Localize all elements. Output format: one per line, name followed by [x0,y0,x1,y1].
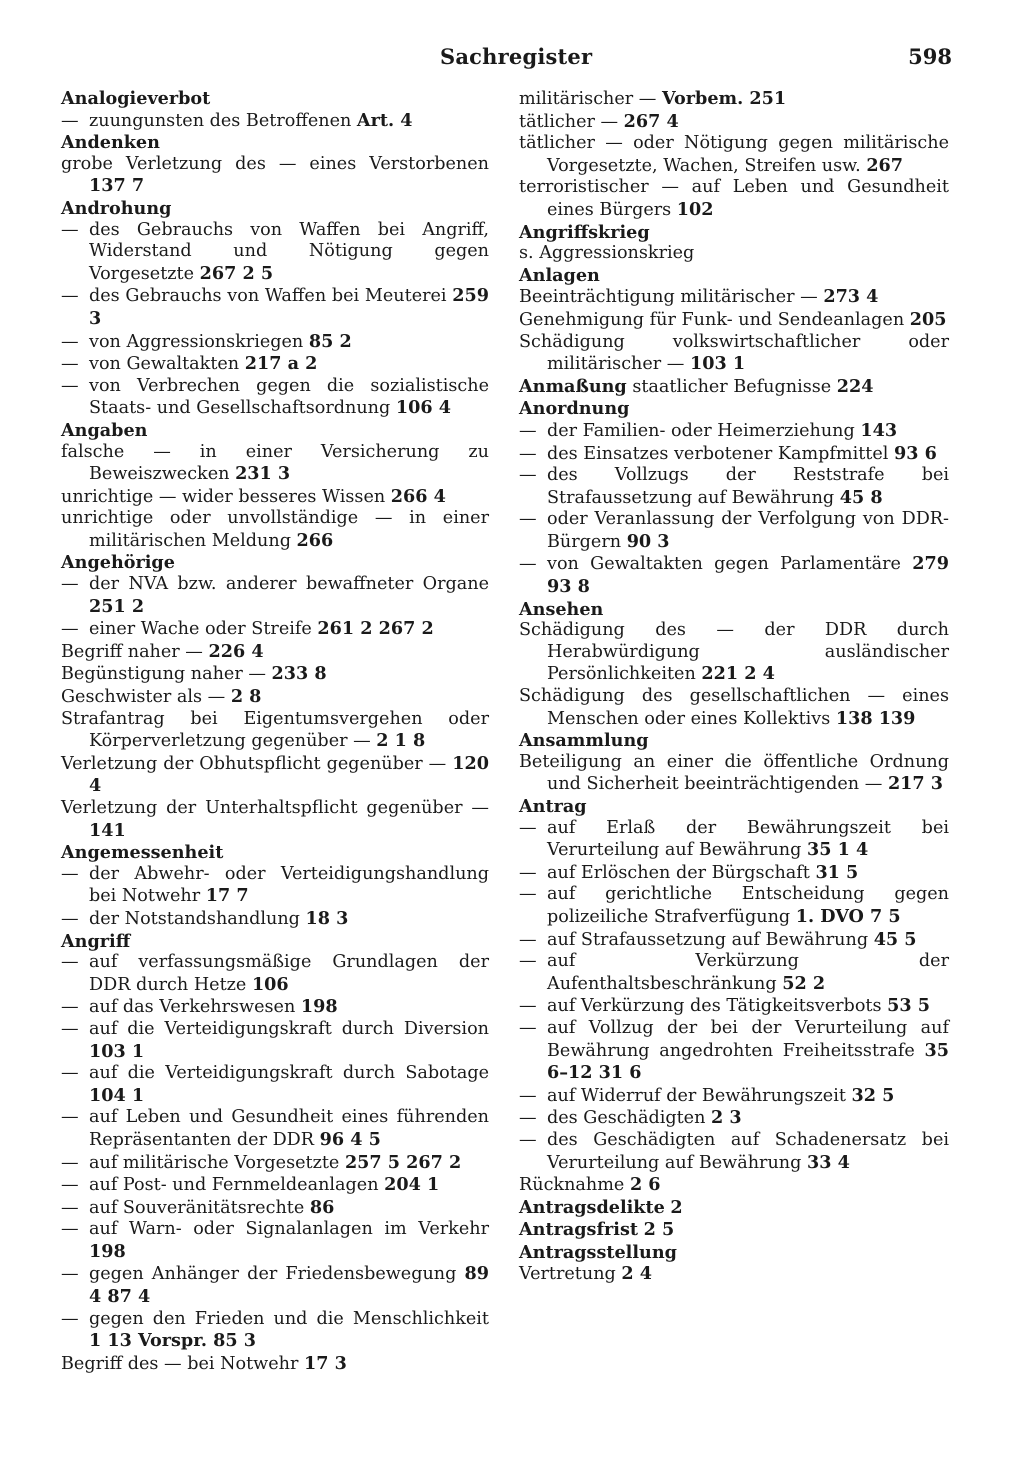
index-heading-term: Antragsfrist [519,1219,638,1241]
index-reference: 102 [676,198,714,220]
index-entry-text: tätlicher — [519,111,619,132]
index-subentry [519,951,949,995]
dash-marker: — [519,1108,537,1129]
index-entry-text: falsche — in einer Versicherung zu Beweiszwecken [61,441,489,485]
index-entry [61,798,489,842]
index-subentry [519,1085,949,1108]
index-entry-text: Verletzung der Unterhaltspflicht gegenüber — [61,798,489,818]
dash-marker: — [61,1175,79,1196]
index-entry-text: Begriff naher — [61,641,203,662]
index-entry-text: der Abwehr- oder Verteidigungshandlung bei Notwehr [89,863,489,907]
index-entry-text: Begriff des — bei Notwehr [61,1353,299,1374]
dash-marker: — [61,1018,79,1039]
index-entry-text: auf Erlaß der Bewährungszeit bei Verurteilung auf Bewährung [547,817,949,861]
index-subentry [519,553,949,598]
index-heading: Analogieverbot [61,88,211,109]
index-entry [519,309,949,332]
index-entry-text: des Vollzugs der Reststrafe bei Strafaussetzung auf Bewährung [547,465,949,508]
index-entry-text: von Gewaltakten [89,354,240,375]
dash-marker: — [519,996,537,1017]
dash-marker: — [519,420,537,441]
index-entry [61,508,489,552]
index-reference: 217 a 2 [244,353,318,375]
index-subentry [61,285,489,330]
index-heading: Anordnung [519,398,630,420]
dash-marker: — [61,997,79,1018]
index-heading-entry [519,1197,949,1220]
index-subentry [519,995,949,1018]
index-heading-term: Antragsdelikte [519,1196,665,1218]
dash-marker: — [519,817,537,838]
index-entry-text: auf Leben und Gesundheit eines führenden Repräsentanten der DDR [89,1107,489,1150]
index-reference: 266 4 [390,485,446,507]
index-entry-text: von Aggressionskriegen [89,331,304,352]
index-reference: 198 [300,996,338,1018]
index-reference: 141 [89,819,126,841]
page-number: 598 [908,44,952,69]
index-reference: 17 7 [205,885,249,907]
index-reference: 204 1 [384,1174,440,1196]
index-entry [61,686,489,709]
index-entry-text: auf Erlöschen der Bürgschaft [547,862,810,883]
index-subentry [61,353,489,376]
dash-marker: — [519,929,537,950]
dash-marker: — [61,1219,79,1240]
index-entry-text: Beeinträchtigung militärischer — [519,287,818,308]
dash-marker: — [61,619,79,640]
index-reference: 233 8 [271,663,327,685]
index-subentry [61,1019,489,1063]
index-entry-text: einer Wache oder Streife [89,619,312,640]
index-heading: Antrag [519,796,587,817]
index-reference: 18 3 [305,907,349,929]
dash-marker: — [61,1063,79,1084]
dash-marker: — [519,1129,537,1150]
index-heading: Angemessenheit [61,842,224,864]
index-reference: 103 1 [689,353,746,375]
index-heading: Anlagen [519,264,600,286]
index-reference: 86 [309,1196,335,1218]
index-entry-text: auf die Verteidigungskraft durch Diversion [89,1018,489,1039]
index-entry-text: auf Widerruf der Bewährungszeit [547,1085,846,1106]
index-entry-text: Schädigung des gesellschaftlichen — eines Menschen oder eines Kollektivs [519,686,949,729]
index-reference: 2 [670,1196,683,1218]
index-entry-text: zuungunsten des Betroffenen [89,110,352,131]
index-entry [519,177,949,221]
index-entry-text: auf Post- und Fernmeldeanlagen [89,1175,379,1196]
index-subentry [519,884,949,928]
dash-marker: — [519,554,537,575]
index-entry-text: Strafantrag bei Eigentumsvergehen oder Körperverletzung gegenüber — [61,708,489,752]
index-heading: Ansammlung [519,730,649,752]
index-entry-text: auf Souveränitätsrechte [89,1197,305,1218]
dash-marker: — [519,1085,537,1106]
index-entry-text: terroristischer — auf Leben und Gesundheit eines Bürgers [519,177,949,220]
index-subentry [61,1152,489,1175]
index-reference: 273 4 [823,286,879,308]
index-subentry [519,443,949,466]
index-reference: 96 4 5 [319,1128,381,1150]
index-entry-text: der Notstandshandlung [89,908,300,929]
index-entry [519,620,949,686]
index-subentry [519,929,949,952]
index-entry [61,442,489,486]
index-reference: 103 1 [89,1040,145,1062]
dash-marker: — [519,884,537,905]
index-subentry [519,862,949,885]
index-heading: Angehörige [61,552,175,574]
index-entry-text: Schädigung volkswirtschaftlicher oder militärischer — [519,331,949,375]
index-reference: 53 5 [887,995,930,1017]
index-entry-text: Genehmigung für Funk- und Sendeanlagen [519,309,905,330]
index-entry [519,686,949,730]
index-subentry [61,1309,489,1353]
index-column-left [61,88,489,1375]
dash-marker: — [61,863,79,884]
index-entry-text: grobe Verletzung des — eines Verstorbenen [61,153,489,174]
index-subentry [61,1063,489,1107]
index-subentry [519,420,949,443]
index-entry [61,486,489,509]
index-entry [519,286,949,309]
index-entry-text: Schädigung des — der DDR durch Herabwürdigung ausländischer Persönlichkeiten [519,620,949,685]
index-entry [61,641,489,664]
index-entry-text: des Gebrauchs von Waffen bei Angriff, Widerstand und Nötigung gegen Vorgesetzte [89,219,489,284]
index-reference: 224 [836,375,874,397]
index-reference: 52 2 [782,972,826,994]
index-reference: 89 4 87 4 [89,1263,490,1308]
index-reference: 261 2 267 2 [317,618,434,640]
index-reference: 221 2 4 [701,663,775,685]
index-heading-entry [519,1219,949,1242]
index-reference: 267 [866,154,904,176]
index-subentry [61,1197,489,1220]
index-reference: 45 8 [839,486,883,508]
index-reference: 90 3 [626,530,670,552]
index-reference: 205 [909,308,947,330]
index-reference: Art. 4 [356,109,413,131]
index-reference: 2 3 [711,1107,742,1129]
index-subentry [61,1263,489,1308]
index-entry [519,88,949,111]
index-entry-text: der NVA bzw. anderer bewaffneter Organe [89,574,489,595]
index-subentry [519,509,949,553]
index-subentry [61,574,489,618]
index-subentry [61,331,489,354]
index-entry [519,1263,949,1286]
index-heading: Ansehen [519,598,604,620]
dash-marker: — [61,331,79,352]
dash-marker: — [61,574,79,595]
index-heading: Andenken [61,132,160,154]
index-entry-text: oder Veranlassung der Verfolgung von DDR-Bürgern [547,509,949,552]
index-subentry [61,1107,489,1151]
index-reference: 279 93 8 [547,553,949,598]
dash-marker: — [61,1107,79,1128]
index-reference: 1. DVO 7 5 [795,905,901,927]
index-reference: 120 4 [89,752,490,797]
index-reference: 143 [860,419,898,441]
index-reference: 251 2 [89,595,145,617]
index-entry-text: der Familien- oder Heimerziehung [547,420,855,441]
index-reference: 231 3 [235,463,291,485]
index-reference: 106 4 [395,397,451,419]
index-entry [519,111,949,134]
index-subentry [519,1130,949,1174]
index-reference: 138 139 [835,707,916,729]
index-entry-text: Verletzung der Obhutspflicht gegenüber — [61,753,447,774]
index-reference: 2 4 [621,1263,653,1285]
index-entry-text: auf Strafaussetzung auf Bewährung [547,929,869,950]
index-subentry [61,864,489,908]
index-reference: 2 6 [629,1174,661,1196]
index-entry-text: auf verfassungsmäßige Grundlagen der DDR durch Hetze [89,952,489,995]
index-subentry [519,1107,949,1130]
index-reference: 35 6–12 31 6 [547,1039,949,1084]
index-subentry [61,908,489,931]
index-reference: 104 1 [89,1084,145,1106]
index-reference: 226 4 [208,640,264,662]
index-reference: 17 3 [303,1352,347,1374]
dash-marker: — [519,1017,537,1038]
page-title: Sachregister [440,44,593,69]
index-entry-text: Begünstigung naher — [61,664,266,685]
index-entry [519,752,949,796]
index-entry-text: Vertretung [519,1264,616,1285]
index-entry-text: militärischer — [519,89,657,109]
index-entry-text: tätlicher — oder Nötigung gegen militärische Vorgesetzte, Wachen, Streifen usw. [519,133,949,176]
index-heading-entry [519,376,949,399]
index-subentry [519,1018,949,1085]
index-column-right [519,88,949,1286]
dash-marker: — [61,908,79,929]
index-subentry [61,952,489,996]
dash-marker: — [61,1197,79,1218]
index-entry [519,243,949,265]
dash-marker: — [519,862,537,883]
index-reference: 257 5 267 2 [344,1151,462,1173]
dash-marker: — [519,443,537,464]
dash-marker: — [61,375,79,396]
index-entry-text: unrichtige oder unvollständige — in einer militärischen Meldung [61,508,489,551]
index-entry-text: Geschwister als — [61,687,226,708]
index-entry-text: des Geschädigten auf Schadenersatz bei Verurteilung auf Bewährung [547,1129,949,1173]
index-heading: Angriff [61,930,131,952]
index-reference: 2 1 8 [376,730,426,752]
index-reference: 85 2 [308,330,352,352]
index-reference: 35 1 4 [806,839,869,861]
index-entry-text: auf gerichtliche Entscheidung gegen polizeiliche Strafverfügung [547,884,949,927]
index-entry-text: auf das Verkehrswesen [89,997,296,1018]
index-reference: 33 4 [806,1151,850,1173]
index-entry-text: auf militärische Vorgesetzte [89,1152,340,1173]
dash-marker: — [61,952,79,973]
index-reference: 266 [296,529,334,551]
index-reference: 217 3 [887,773,944,795]
index-entry-text: s. Aggressionskrieg [519,243,695,264]
index-heading-term: Anmaßung [519,375,627,397]
index-entry [519,332,949,376]
index-reference: 32 5 [851,1084,895,1106]
index-reference: 2 8 [230,686,262,708]
index-entry-text: unrichtige — wider besseres Wissen [61,486,386,507]
index-subentry [61,618,489,641]
index-entry [519,1174,949,1197]
dash-marker: — [61,354,79,375]
index-entry-text: Rücknahme [519,1175,625,1196]
index-entry-text: des Einsatzes verbotener Kampfmittel [547,443,889,464]
index-heading: Angaben [61,419,148,441]
index-entry-text: auf Verkürzung des Tätigkeitsverbots [547,996,882,1017]
index-subentry [61,220,489,286]
index-subentry [519,465,949,509]
index-reference: 31 5 [815,861,859,883]
index-heading: Antragsstellung [519,1241,677,1263]
index-heading: Angriffskrieg [519,221,650,243]
index-subentry [61,996,489,1019]
index-heading: Androhung [61,197,172,219]
index-entry-text: gegen den Frieden und die Menschlichkeit [89,1308,489,1329]
index-subentry [61,376,489,420]
index-reference: 137 7 [89,175,145,197]
index-entry-text: des Gebrauchs von Waffen bei Meuterei [89,286,447,307]
index-entry-text: auf Vollzug der bei der Verurteilung auf Bewährung angedrohten Freiheitsstrafe [547,1017,949,1061]
dash-marker: — [61,1264,79,1285]
index-subentry [519,818,949,862]
index-reference: 267 2 5 [199,262,274,284]
index-reference: 45 5 [873,928,917,950]
index-entry-text: des Geschädigten [547,1108,706,1129]
index-entry-text: auf Warn- oder Signalanlagen im Verkehr [89,1219,489,1240]
index-entry-text: auf die Verteidigungskraft durch Sabotage [89,1063,489,1084]
index-entry [61,154,489,198]
index-entry-text: auf Verkürzung der Aufenthaltsbeschränkung [547,951,949,994]
index-reference: Vorbem. 251 [661,88,787,109]
index-entry-text: von Gewaltakten gegen Parlamentäre [547,554,901,575]
index-entry-text: von Verbrechen gegen die sozialistische Staats- und Gesellschaftsordnung [89,375,489,419]
index-entry [61,663,489,686]
index-reference: 2 5 [643,1219,675,1241]
index-entry [61,1353,489,1376]
index-entry [61,753,489,798]
dash-marker: — [61,286,79,307]
index-subentry [61,110,489,133]
dash-marker: — [61,219,79,240]
index-subentry [61,1219,489,1263]
index-reference: 1 13 Vorspr. 85 3 [89,1330,256,1352]
index-reference: 198 [89,1240,126,1262]
index-reference: 93 6 [894,442,937,464]
dash-marker: — [519,509,537,530]
index-entry [519,133,949,177]
index-reference: 267 4 [623,110,679,132]
index-entry-text: Beteiligung an einer die öffentliche Ordnung und Sicherheit beeinträchtigenden — [519,751,949,795]
index-entry-text: gegen Anhänger der Friedensbewegung [89,1264,457,1285]
index-reference: 106 [251,973,289,995]
index-entry-text: staatlicher Befugnisse [632,376,832,397]
index-entry [61,709,489,753]
dash-marker: — [519,951,537,972]
dash-marker: — [61,1308,79,1329]
dash-marker: — [61,1152,79,1173]
dash-marker: — [61,110,79,131]
dash-marker: — [519,465,537,486]
index-subentry [61,1174,489,1197]
index-reference: 259 3 [89,285,490,329]
